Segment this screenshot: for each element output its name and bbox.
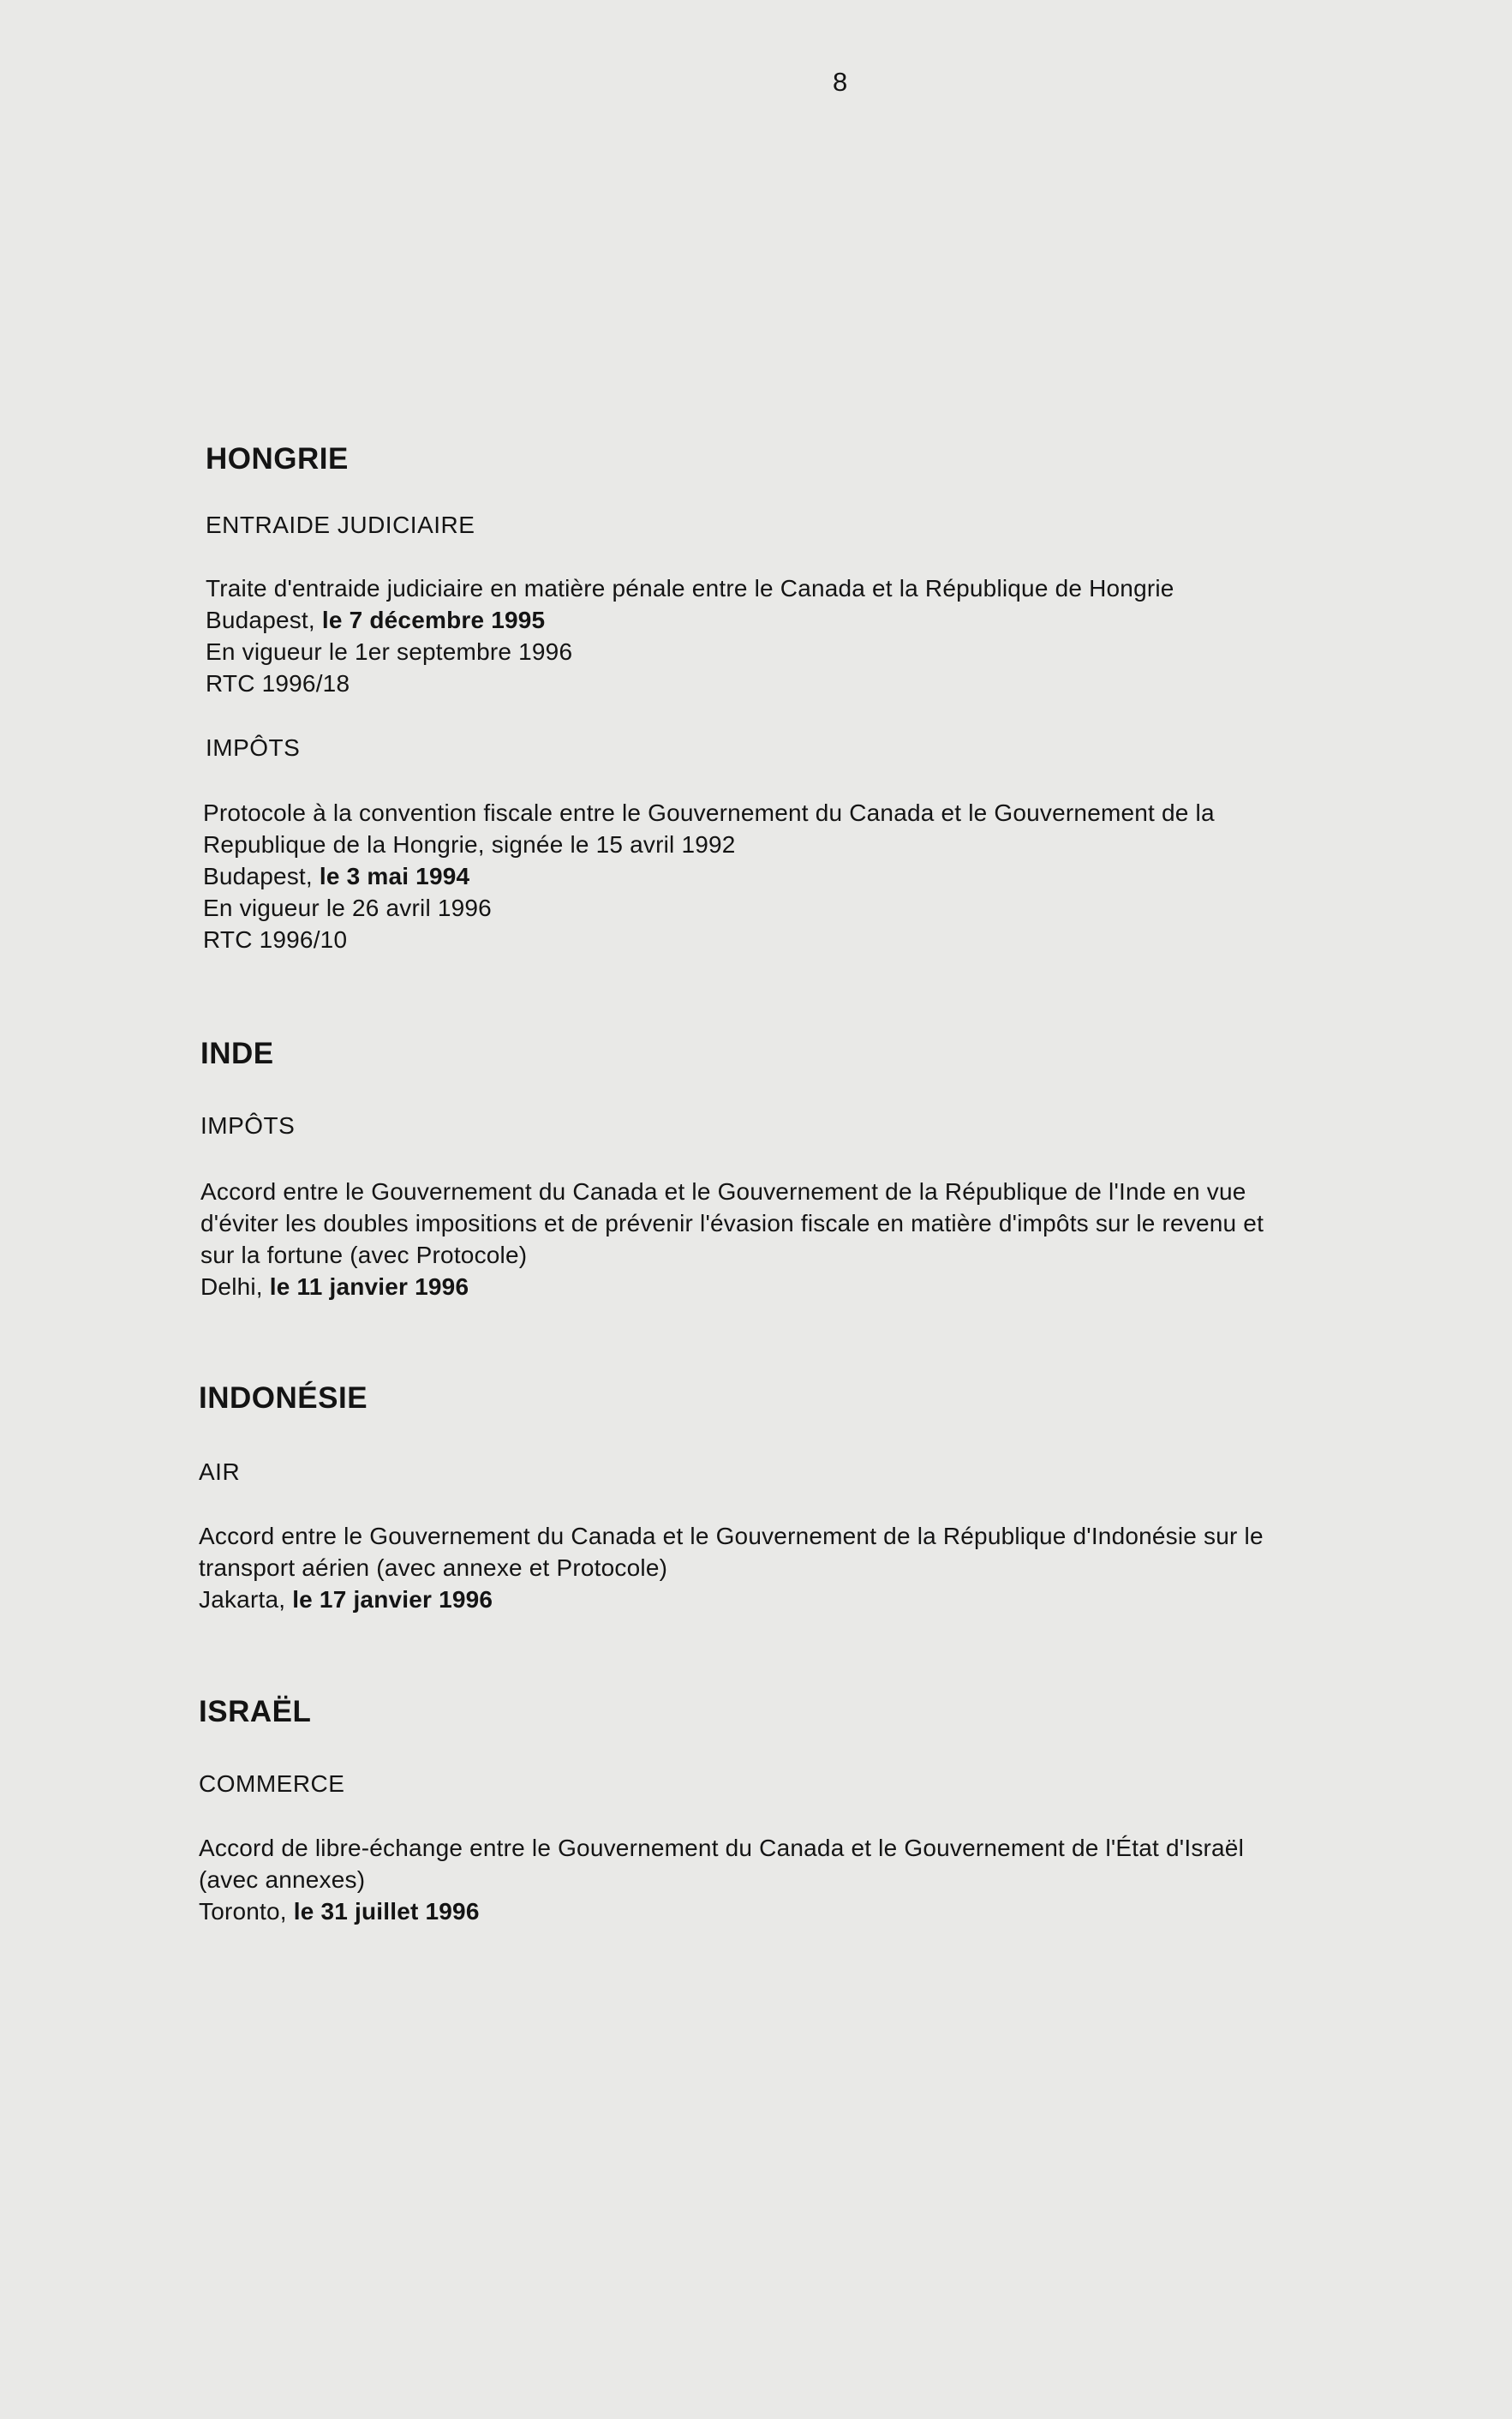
category-heading: AIR — [199, 1458, 241, 1485]
treaty-place: Budapest, — [206, 607, 322, 633]
page-number: 8 — [833, 67, 848, 97]
treaty-title: Traite d'entraide judiciaire en matière pénale entre le Canada et la République de Hongrie — [206, 575, 1174, 602]
treaty-title-line: Protocole à la convention fiscale entre le Gouvernement du Canada et le Gouvernement de la — [203, 799, 1215, 826]
treaty-entry — [203, 797, 1215, 955]
treaty-place: Toronto, — [199, 1898, 294, 1925]
country-heading-indonesie: INDONÉSIE — [199, 1381, 368, 1415]
treaty-date: le 31 juillet 1996 — [293, 1898, 480, 1925]
category-heading: IMPÔTS — [206, 734, 301, 761]
category-heading: IMPÔTS — [200, 1112, 296, 1139]
treaty-title-line: Republique de la Hongrie, signée le 15 avril 1992 — [203, 831, 736, 858]
treaty-rtc: RTC 1996/10 — [203, 926, 348, 953]
treaty-date: le 3 mai 1994 — [319, 863, 470, 889]
treaty-title-line: sur la fortune (avec Protocole) — [200, 1242, 528, 1268]
treaty-place: Delhi, — [200, 1273, 270, 1300]
treaty-signing — [199, 1895, 1244, 1927]
treaty-signing — [203, 860, 1215, 892]
treaty-title-line: Accord entre le Gouvernement du Canada et le Gouvernement de la République d'Indonésie sur le — [199, 1523, 1264, 1549]
treaty-entry — [199, 1520, 1264, 1615]
treaty-entry — [199, 1832, 1244, 1927]
country-heading-israel: ISRAËL — [199, 1695, 312, 1728]
treaty-signing — [206, 604, 1174, 636]
treaty-date: le 17 janvier 1996 — [292, 1586, 493, 1613]
treaty-place: Budapest, — [203, 863, 320, 889]
treaty-date: le 7 décembre 1995 — [321, 607, 546, 633]
treaty-date: le 11 janvier 1996 — [269, 1273, 469, 1300]
treaty-title-line: Accord de libre-échange entre le Gouvernement du Canada et le Gouvernement de l'État d'Israël — [199, 1835, 1245, 1861]
treaty-entry — [206, 572, 1174, 699]
category-heading: ENTRAIDE JUDICIAIRE — [206, 512, 475, 538]
treaty-title-line: d'éviter les doubles impositions et de prévenir l'évasion fiscale en matière d'impôts sur le revenu et — [200, 1210, 1264, 1236]
country-heading-inde: INDE — [200, 1037, 274, 1070]
treaty-title-line: Accord entre le Gouvernement du Canada et le Gouvernement de la République de l'Inde en vue — [200, 1178, 1246, 1205]
treaty-signing — [199, 1584, 1264, 1615]
treaty-signing — [200, 1271, 1264, 1302]
treaty-entry — [200, 1176, 1264, 1302]
category-heading: COMMERCE — [199, 1770, 345, 1797]
treaty-title-line: transport aérien (avec annexe et Protocole) — [199, 1554, 668, 1581]
treaty-in-force: En vigueur le 26 avril 1996 — [203, 895, 492, 921]
country-heading-hongrie: HONGRIE — [206, 442, 349, 476]
treaty-place: Jakarta, — [199, 1586, 293, 1613]
treaty-rtc: RTC 1996/18 — [206, 670, 350, 697]
treaty-in-force: En vigueur le 1er septembre 1996 — [206, 638, 573, 665]
treaty-title-line: (avec annexes) — [199, 1866, 366, 1893]
